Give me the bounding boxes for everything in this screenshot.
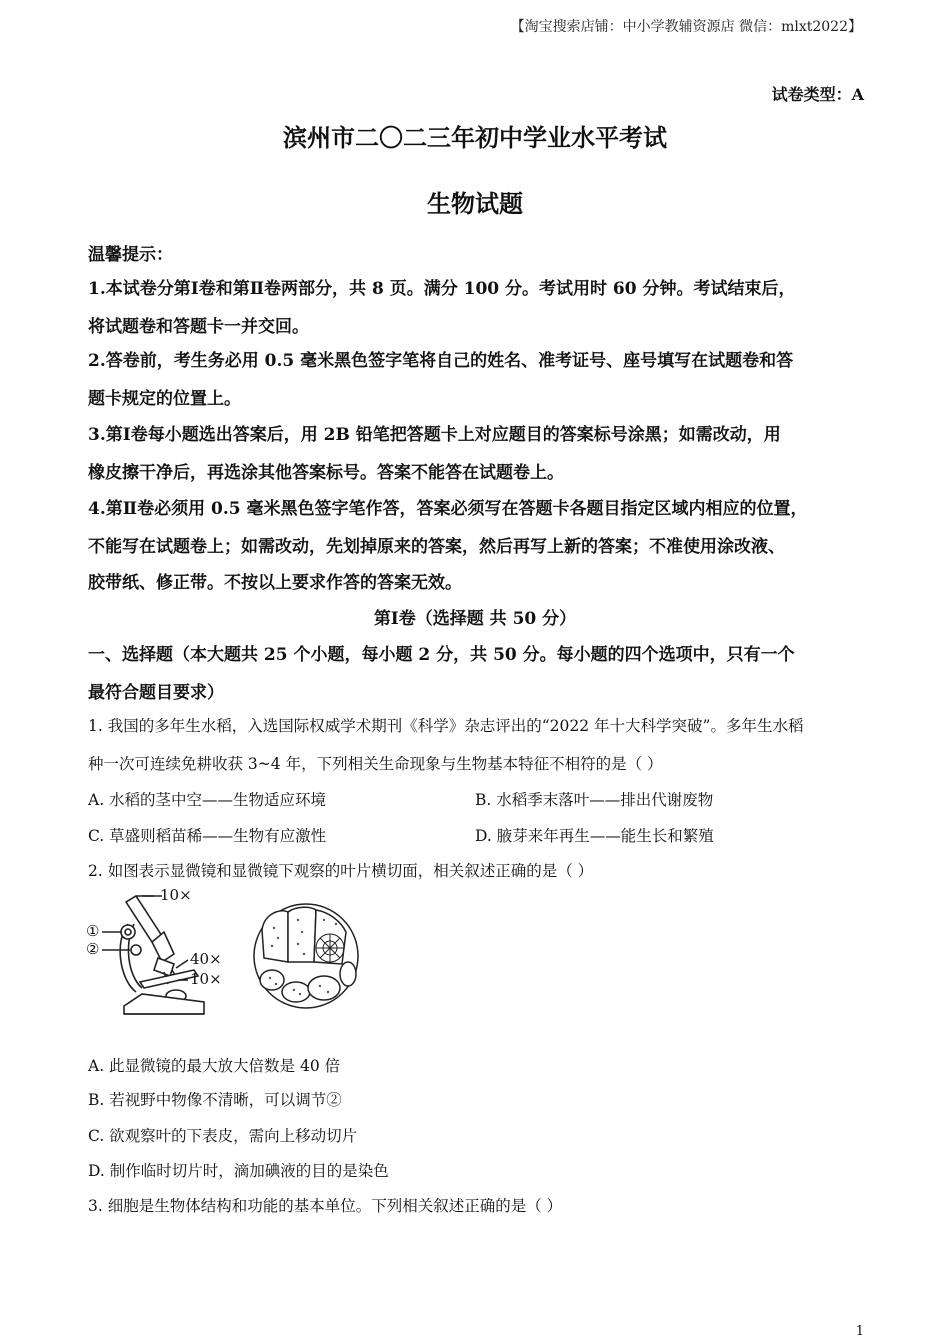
page-number: 1 [855,1324,864,1339]
question-1-stem: 1. 我国的多年生水稻，入选国际权威学术期刊《科学》杂志评出的“2022 年十大科学突破”。多年生水稻 [88,717,804,735]
tips-heading: 温馨提示： [88,245,173,265]
tip-line: 3.第Ⅰ卷每小题选出答案后，用 2B 铅笔把答题卡上对应题目的答案标号涂黑；如需改动，用 [88,425,781,445]
part-heading: 最符合题目要求） [88,683,224,703]
marker-2-label: ② [86,940,100,958]
q1-option-b: B. 水稻季末落叶——排出代谢废物 [475,791,714,809]
tip-line: 橡皮擦干净后，再选涂其他答案标号。答案不能答在试题卷上。 [88,463,564,483]
tip-line: 4.第Ⅱ卷必须用 0.5 毫米黑色签字笔作答，答案必须写在答题卡各题目指定区域内相应的位置， [88,499,808,519]
header-note: 【淘宝搜索店铺：中小学教辅资源店 微信：mlxt2022】 [510,19,862,35]
q1-option-a: A. 水稻的茎中空——生物适应环境 [88,791,327,809]
marker-1-label: ① [86,922,100,940]
q2-figure [84,884,374,1028]
microscope-figure-svg [84,884,374,1024]
q1-option-c: C. 草盛则稻苗稀——生物有应激性 [88,827,327,845]
page-title: 滨州市二〇二三年初中学业水平考试 [283,123,667,152]
part-heading: 一、选择题（本大题共 25 个小题，每小题 2 分，共 50 分。每小题的四个选项中，只有一个 [88,645,795,665]
objective-low-label: 10× [190,970,222,988]
tip-line: 不能写在试题卷上；如需改动，先划掉原来的答案，然后再写上新的答案；不准使用涂改液、 [88,537,785,557]
tip-line: 题卡规定的位置上。 [88,389,241,409]
tip-line: 胶带纸、修正带。不按以上要求作答的答案无效。 [88,573,462,593]
eyepiece-label: 10× [160,886,192,904]
page-subtitle: 生物试题 [427,189,523,218]
tip-line: 2.答卷前，考生务必用 0.5 毫米黑色签字笔将自己的姓名、准考证号、座号填写在试题卷和答 [88,351,794,371]
q2-option-b: B. 若视野中物像不清晰，可以调节② [88,1091,342,1109]
question-2-stem: 2. 如图表示显微镜和显微镜下观察的叶片横切面，相关叙述正确的是（ ） [88,862,594,880]
objective-high-label: 40× [190,950,222,968]
q1-option-d: D. 腋芽来年再生——能生长和繁殖 [475,827,714,845]
paper-type: 试卷类型：A [771,85,864,104]
question-1-stem: 种一次可连续免耕收获 3~4 年，下列相关生命现象与生物基本特征不相符的是（ ） [88,755,663,773]
section-title: 第Ⅰ卷（选择题 共 50 分） [373,609,577,629]
q2-option-c: C. 欲观察叶的下表皮，需向上移动切片 [88,1127,358,1145]
q2-option-a: A. 此显微镜的最大放大倍数是 40 倍 [88,1057,341,1075]
q2-option-d: D. 制作临时切片时，滴加碘液的目的是染色 [88,1162,389,1180]
tip-line: 将试题卷和答题卡一并交回。 [88,317,309,337]
tip-line: 1.本试卷分第Ⅰ卷和第Ⅱ卷两部分，共 8 页。满分 100 分。考试用时 60 分钟。考试结束后， [88,279,796,299]
question-3-stem: 3. 细胞是生物体结构和功能的基本单位。下列相关叙述正确的是（ ） [88,1197,563,1215]
